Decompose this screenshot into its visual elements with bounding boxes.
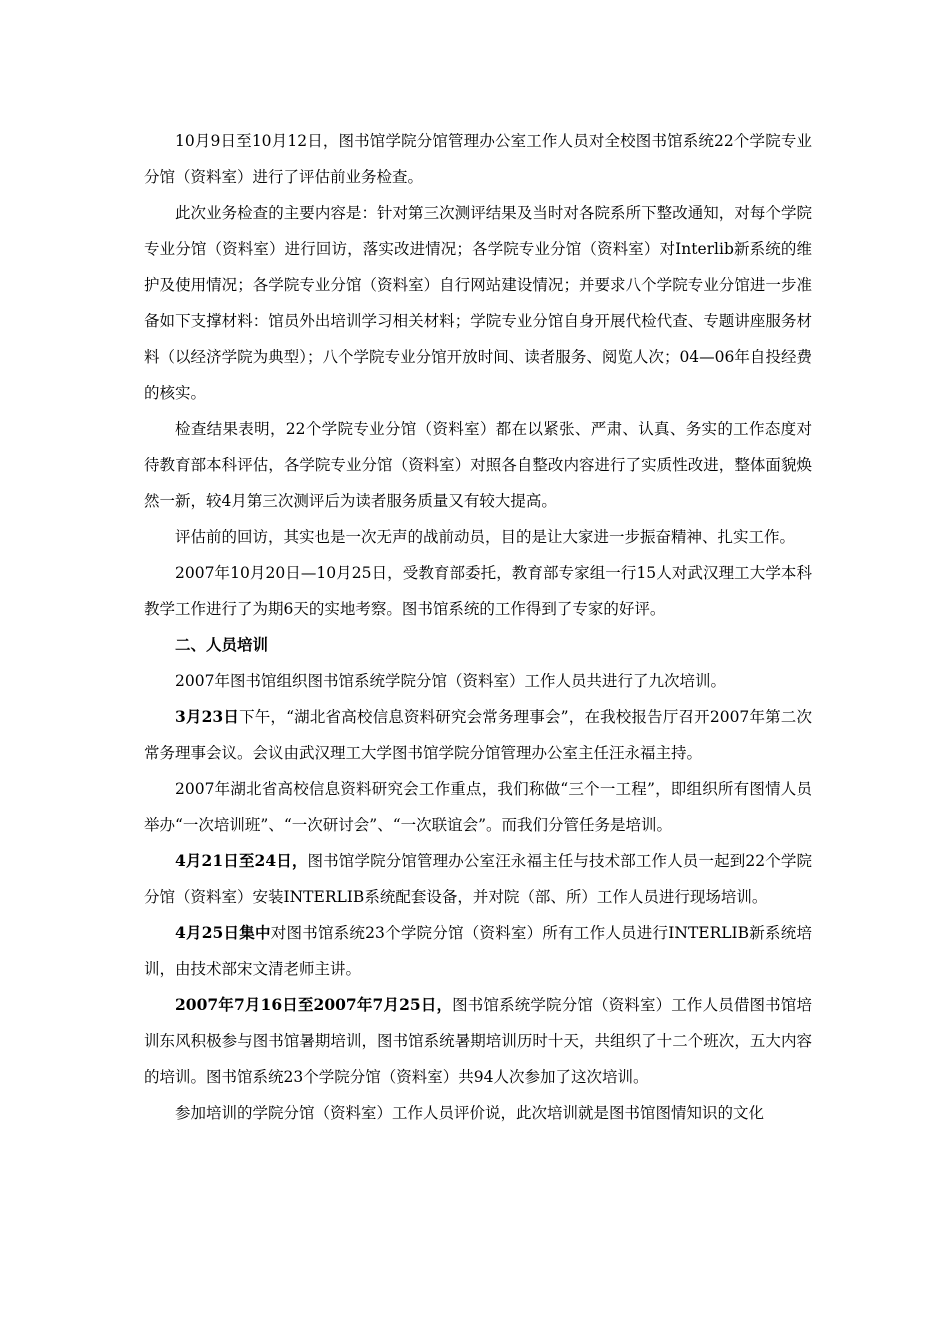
paragraph-inspection-result — [144, 411, 812, 519]
section-heading-text: 二、人员培训 — [175, 635, 269, 654]
date-emphasis: 2007年7月16日至2007年7月25日， — [175, 995, 453, 1014]
paragraph-text: 下午，“湖北省高校信息资料研究会常务理事会”，在我校报告厅召开2007年第二次常务理事会议。会议由武汉理工大学图书馆学院分馆管理办公室主任汪永福主持。 — [144, 708, 812, 762]
paragraph-text: 图书馆学院分馆管理办公室汪永福主任与技术部工作人员一起到22个学院分馆（资料室）安装INTERLIB系统配套设备，并对院（部、所）工作人员进行现场培训。 — [144, 852, 812, 906]
paragraph-text: 此次业务检查的主要内容是：针对第三次测评结果及当时对各院系所下整改通知，对每个学院专业分馆（资料室）进行回访，落实改进情况；各学院专业分馆（资料室）对Interlib新系统的维护及使用情况；各学院专业分馆（资料室）自行网站建设情况；并要求八个学院专业分馆进一步准备如下支撑材料：馆员外出培训学习相关材料；学院专业分馆自身开展代检代查、专题讲座服务材料（以经济学院为典型）；八个学院专业分馆开放时间、读者服务、阅览人次；04—06年自投经费的核实。 — [144, 204, 812, 402]
paragraph-interlib-installation — [144, 843, 812, 915]
date-emphasis: 4月25日集中 — [175, 923, 271, 942]
paragraph-expert-inspection — [144, 555, 812, 627]
paragraph-text: 评估前的回访，其实也是一次无声的战前动员，目的是让大家进一步振奋精神、扎实工作。 — [175, 528, 796, 546]
paragraph-council-meeting — [144, 699, 812, 771]
paragraph-inspection-content — [144, 195, 812, 411]
paragraph-interlib-training — [144, 915, 812, 987]
paragraph-pre-evaluation-visit — [144, 519, 812, 555]
date-emphasis: 4月21日至24日， — [175, 851, 308, 870]
paragraph-summer-training — [144, 987, 812, 1095]
paragraph-inspection-dates — [144, 123, 812, 195]
paragraph-text: 检查结果表明，22个学院专业分馆（资料室）都在以紧张、严肃、认真、务实的工作态度对待教育部本科评估，各学院专业分馆（资料室）对照各自整改内容进行了实质性改进，整体面貌焕然一新，较4月第三次测评后为读者服务质量又有较大提高。 — [144, 420, 812, 510]
paragraph-text: 10月9日至10月12日，图书馆学院分馆管理办公室工作人员对全校图书馆系统22个学院专业分馆（资料室）进行了评估前业务检查。 — [144, 132, 812, 186]
paragraph-text: 参加培训的学院分馆（资料室）工作人员评价说，此次培训就是图书馆图情知识的文化 — [175, 1104, 765, 1122]
date-emphasis: 3月23日 — [175, 707, 240, 726]
document-body — [144, 123, 812, 1131]
paragraph-text: 2007年10月20日—10月25日，受教育部委托，教育部专家组一行15人对武汉理工大学本科教学工作进行了为期6天的实地考察。图书馆系统的工作得到了专家的好评。 — [144, 564, 812, 618]
paragraph-text: 2007年图书馆组织图书馆系统学院分馆（资料室）工作人员共进行了九次培训。 — [175, 672, 726, 690]
section-heading-staff-training — [144, 627, 812, 663]
paragraph-text: 对图书馆系统23个学院分馆（资料室）所有工作人员进行INTERLIB新系统培训，由技术部宋文清老师主讲。 — [144, 924, 812, 978]
paragraph-text: 图书馆系统学院分馆（资料室）工作人员借图书馆培训东风积极参与图书馆暑期培训，图书馆系统暑期培训历时十天，共组织了十二个班次，五大内容的培训。图书馆系统23个学院分馆（资料室）共94人次参加了这次培训。 — [144, 996, 812, 1086]
paragraph-text: 2007年湖北省高校信息资料研究会工作重点，我们称做“三个一工程”，即组织所有图情人员举办“一次培训班”、“一次研讨会”、“一次联谊会”。而我们分管任务是培训。 — [144, 780, 812, 834]
paragraph-work-focus — [144, 771, 812, 843]
paragraph-training-feedback — [144, 1095, 812, 1131]
paragraph-training-summary — [144, 663, 812, 699]
